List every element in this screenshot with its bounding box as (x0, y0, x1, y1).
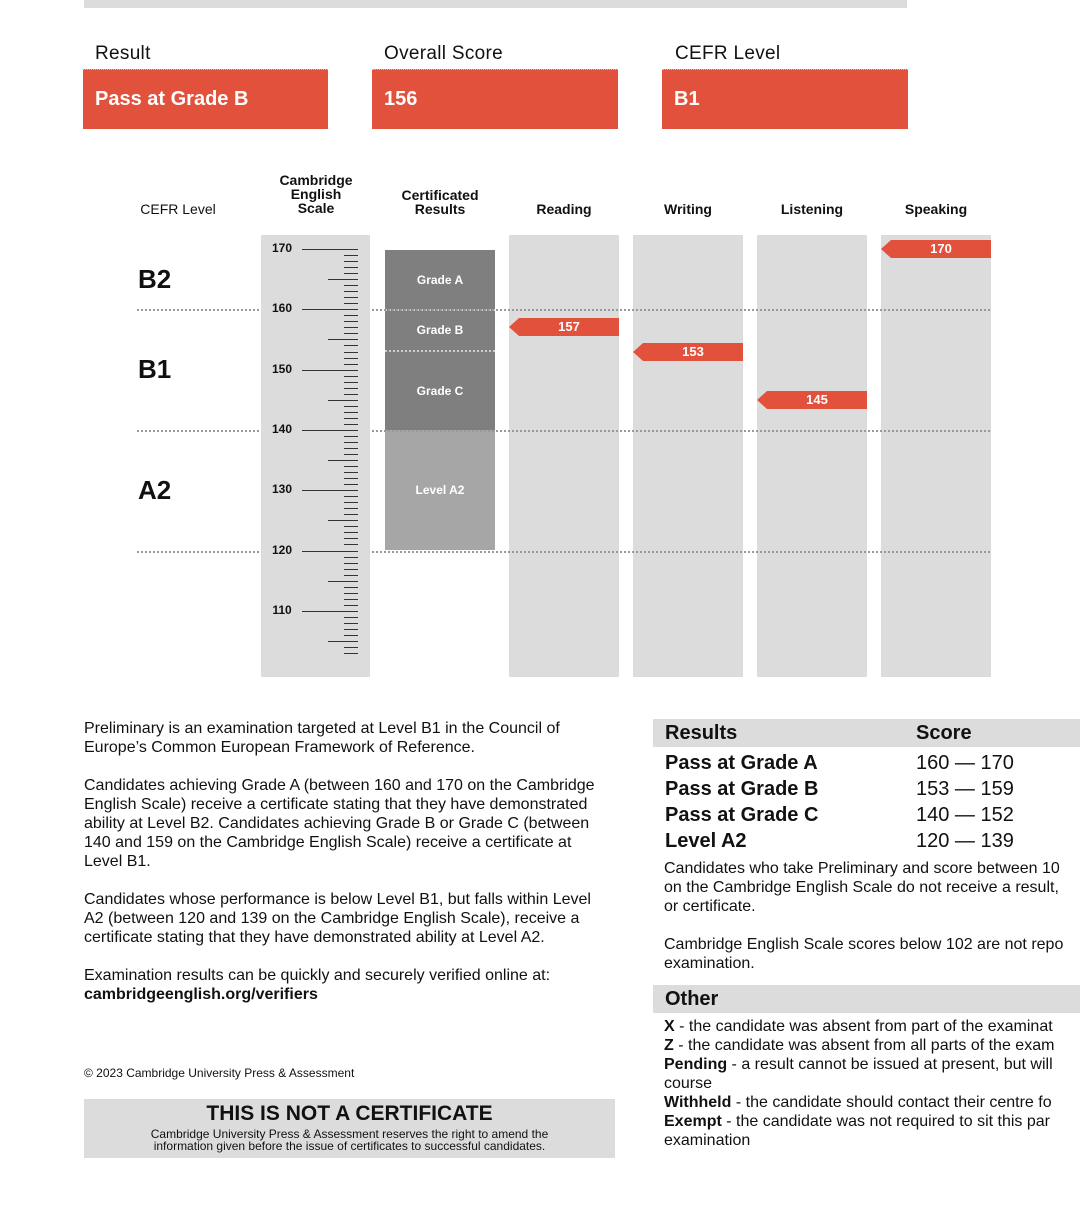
results-table-rows (653, 750, 1080, 854)
scale-tick (344, 358, 358, 359)
scale-tick-label: 170 (262, 241, 302, 255)
not-certificate-line1: Cambridge University Press & Assessment reserves the right to amend the (150, 1127, 549, 1141)
other-item (664, 1055, 1080, 1074)
scale-tick (344, 261, 358, 262)
grade-a-label: Grade A (416, 272, 464, 287)
scale-tick (344, 538, 358, 539)
col-head-writing: Writing (664, 201, 712, 217)
other-item-text: examination (664, 1132, 751, 1149)
scale-tick (344, 436, 358, 437)
scale-tick (344, 364, 358, 365)
scale-tick (344, 557, 358, 558)
marker-listening: 145 (767, 391, 867, 409)
paragraph-grades: Candidates achieving Grade A (between 160 and 170 on the Cambridge English Scale) receive a certificate stating that they have demonstrated ability at Level B2. Candidates achieving Grade B or Grade C (between 140 and 159 on the Cambridge English Scale) receive a certificate at Level B1. (84, 777, 595, 870)
paragraph-verify: Examination results can be quickly and securely verified online at: (84, 967, 551, 984)
scale-tick (344, 321, 358, 322)
cefr-boundary-line (372, 309, 990, 311)
cefr-boundary-line (372, 551, 990, 553)
grade-b-band (385, 309, 495, 351)
results-note-2a: Cambridge English Scale scores below 102 are not repo (664, 936, 1064, 953)
cefr-boundary-line (137, 309, 259, 311)
scale-tick (344, 352, 358, 353)
other-item (664, 1093, 1080, 1112)
scale-tick (344, 514, 358, 515)
col-head-cert-line1: Certificated (401, 187, 479, 203)
scale-tick (344, 333, 358, 334)
cefr-level-b1: B1 (138, 354, 172, 384)
other-item-text: - the candidate should contact their centre fo (731, 1094, 1052, 1111)
scale-tick (344, 472, 358, 473)
cefr-boundary-line (372, 430, 990, 432)
scale-tick (328, 520, 358, 521)
result-label: Result (95, 43, 151, 64)
paragraph-a2: Candidates whose performance is below Level B1, but falls within Level A2 (between 120 and 139 on the Cambridge English Scale), receive a certificate stating that they have demonstrated ability at Level A2. (84, 891, 591, 946)
scale-tick (344, 412, 358, 413)
other-item (664, 1036, 1080, 1055)
table-row-score: 120 — 139 (916, 830, 1014, 852)
scale-tick (344, 587, 358, 588)
scale-tick (344, 418, 358, 419)
scale-tick (344, 569, 358, 570)
scale-tick (344, 466, 358, 467)
other-item-text: - a result cannot be issued at present, but will (727, 1056, 1053, 1073)
other-item-text: - the candidate was absent from all parts of the exam (673, 1037, 1055, 1054)
scale-tick (328, 581, 358, 582)
scale-tick (328, 279, 358, 280)
other-item (664, 1074, 1080, 1093)
scale-tick (344, 563, 358, 564)
scale-tick (344, 532, 358, 533)
not-certificate-title: THIS IS NOT A CERTIFICATE (206, 1102, 493, 1125)
certificated-results-column (385, 0, 495, 1211)
cefr-boundary-line (137, 430, 259, 432)
table-row-label: Level A2 (665, 830, 747, 852)
results-note-2b: examination. (664, 955, 755, 972)
scale-tick (344, 388, 358, 389)
scale-tick (344, 544, 358, 545)
writing-column (633, 235, 743, 677)
cambridge-scale-column (261, 235, 370, 677)
table-row-label: Pass at Grade B (665, 778, 819, 800)
col-head-speaking: Speaking (904, 201, 968, 217)
other-item (664, 1131, 1080, 1150)
scale-tick (344, 267, 358, 268)
col-head-cert-line2: Results (414, 201, 466, 217)
scale-tick (298, 611, 358, 612)
scale-tick (344, 273, 358, 274)
scale-tick (328, 460, 358, 461)
scale-tick (344, 394, 358, 395)
other-item-key: Z (664, 1037, 674, 1054)
grade-a-band (385, 250, 495, 309)
scale-tick (344, 285, 358, 286)
marker-writing: 153 (643, 343, 743, 361)
verify-link[interactable]: cambridgeenglish.org/verifiers (84, 986, 318, 1003)
marker-speaking: 170 (891, 240, 991, 258)
other-item (664, 1017, 1080, 1036)
scale-tick (344, 575, 358, 576)
reading-column (509, 235, 619, 677)
scale-tick (344, 406, 358, 407)
cefr-boundary-line (137, 551, 259, 553)
marker-reading: 157 (519, 318, 619, 336)
scale-tick (344, 623, 358, 624)
overall-score-label: Overall Score (384, 43, 503, 64)
table-row (653, 802, 1080, 828)
other-item-key: X (664, 1018, 675, 1035)
col-head-reading: Reading (536, 201, 592, 217)
scale-tick (344, 478, 358, 479)
table-row-score: 160 — 170 (916, 752, 1014, 774)
results-note-1a: Candidates who take Preliminary and score between 10 (664, 860, 1060, 877)
scale-tick-label: 120 (262, 543, 302, 557)
scale-tick (344, 484, 358, 485)
not-certificate-box (84, 1099, 615, 1158)
results-note-2 (664, 935, 1080, 973)
results-note-1b: on the Cambridge English Scale do not receive a result, (664, 879, 1059, 896)
scale-tick (344, 496, 358, 497)
grade-c-label: Grade C (416, 383, 464, 398)
scale-tick (344, 327, 358, 328)
scale-tick (344, 297, 358, 298)
scale-tick (344, 345, 358, 346)
scale-tick (298, 309, 358, 310)
level-a2-band (385, 430, 495, 551)
scale-tick (344, 508, 358, 509)
other-item-key: Withheld (664, 1094, 732, 1111)
scale-tick (328, 400, 358, 401)
table-row-score: 140 — 152 (916, 804, 1014, 826)
copyright: © 2023 Cambridge University Press & Assessment (84, 1066, 355, 1080)
scale-tick (344, 291, 358, 292)
scale-tick (344, 448, 358, 449)
scale-tick (344, 653, 358, 654)
result-value-box: Pass at Grade B (83, 69, 328, 129)
scale-tick (344, 617, 358, 618)
results-header-label: Results (665, 722, 738, 744)
scale-tick-label: 130 (262, 482, 302, 496)
score-header-label: Score (916, 722, 972, 744)
scale-tick (298, 430, 358, 431)
top-divider (84, 0, 907, 8)
scale-tick (298, 370, 358, 371)
level-a2-label: Level A2 (415, 483, 465, 498)
scale-tick (328, 641, 358, 642)
other-item-text: - the candidate was not required to sit this par (721, 1113, 1050, 1130)
scale-tick (344, 647, 358, 648)
scale-tick (298, 490, 358, 491)
scale-tick-label: 110 (262, 603, 302, 617)
scale-tick (344, 376, 358, 377)
other-item-text: course (664, 1075, 713, 1092)
cefr-level-box: B1 (662, 69, 908, 129)
col-head-listening: Listening (780, 201, 844, 217)
other-item (664, 1112, 1080, 1131)
grade-b-label: Grade B (416, 323, 464, 338)
scale-tick (344, 593, 358, 594)
scale-tick-label: 140 (262, 422, 302, 436)
other-list (664, 1017, 1080, 1150)
col-head-scale-line2: English (290, 186, 342, 202)
speaking-column (881, 235, 991, 677)
scale-tick (298, 249, 358, 250)
other-item-key: Exempt (664, 1113, 722, 1130)
table-row-label: Pass at Grade A (665, 752, 818, 774)
scale-tick (344, 442, 358, 443)
scale-tick (344, 315, 358, 316)
results-table-header (653, 719, 1080, 747)
not-certificate-line2: information given before the issue of certificates to successful candidates. (153, 1139, 546, 1153)
scale-tick (344, 526, 358, 527)
results-table (653, 719, 1080, 1150)
scale-tick (344, 303, 358, 304)
overall-score-box: 156 (372, 69, 618, 129)
scale-tick (328, 339, 358, 340)
other-item-key: Pending (664, 1056, 728, 1073)
grade-c-band (385, 352, 495, 430)
scale-tick-label: 150 (262, 362, 302, 376)
results-note-1 (664, 859, 1080, 916)
table-row (653, 776, 1080, 802)
scale-tick (344, 424, 358, 425)
table-row (653, 828, 1080, 854)
other-item-text: - the candidate was absent from part of the examinat (674, 1018, 1053, 1035)
results-note-1c: or certificate. (664, 898, 756, 915)
scale-tick (344, 454, 358, 455)
col-head-cefr: CEFR Level (140, 201, 216, 217)
scale-tick (344, 255, 358, 256)
explanation-text (84, 719, 614, 1004)
scale-tick (344, 629, 358, 630)
col-head-scale-line3: Scale (297, 200, 335, 216)
scale-tick-label: 160 (262, 301, 302, 315)
cefr-level-label: CEFR Level (675, 43, 781, 64)
table-row-score: 153 — 159 (916, 778, 1014, 800)
cefr-level-a2: A2 (138, 475, 172, 505)
col-head-scale-line1: Cambridge (279, 172, 353, 188)
scale-tick (344, 599, 358, 600)
scale-tick (344, 605, 358, 606)
listening-column (757, 235, 867, 677)
table-row (653, 750, 1080, 776)
cefr-level-b2: B2 (138, 264, 172, 294)
table-row-label: Pass at Grade C (665, 804, 819, 826)
scale-tick (344, 502, 358, 503)
other-header: Other (653, 985, 1080, 1013)
col-head-scale (262, 173, 370, 215)
scale-tick (344, 382, 358, 383)
scale-tick (344, 635, 358, 636)
paragraph-intro: Preliminary is an examination targeted at Level B1 in the Council of Europe’s Common European Framework of Reference. (84, 720, 560, 756)
scale-tick (298, 551, 358, 552)
